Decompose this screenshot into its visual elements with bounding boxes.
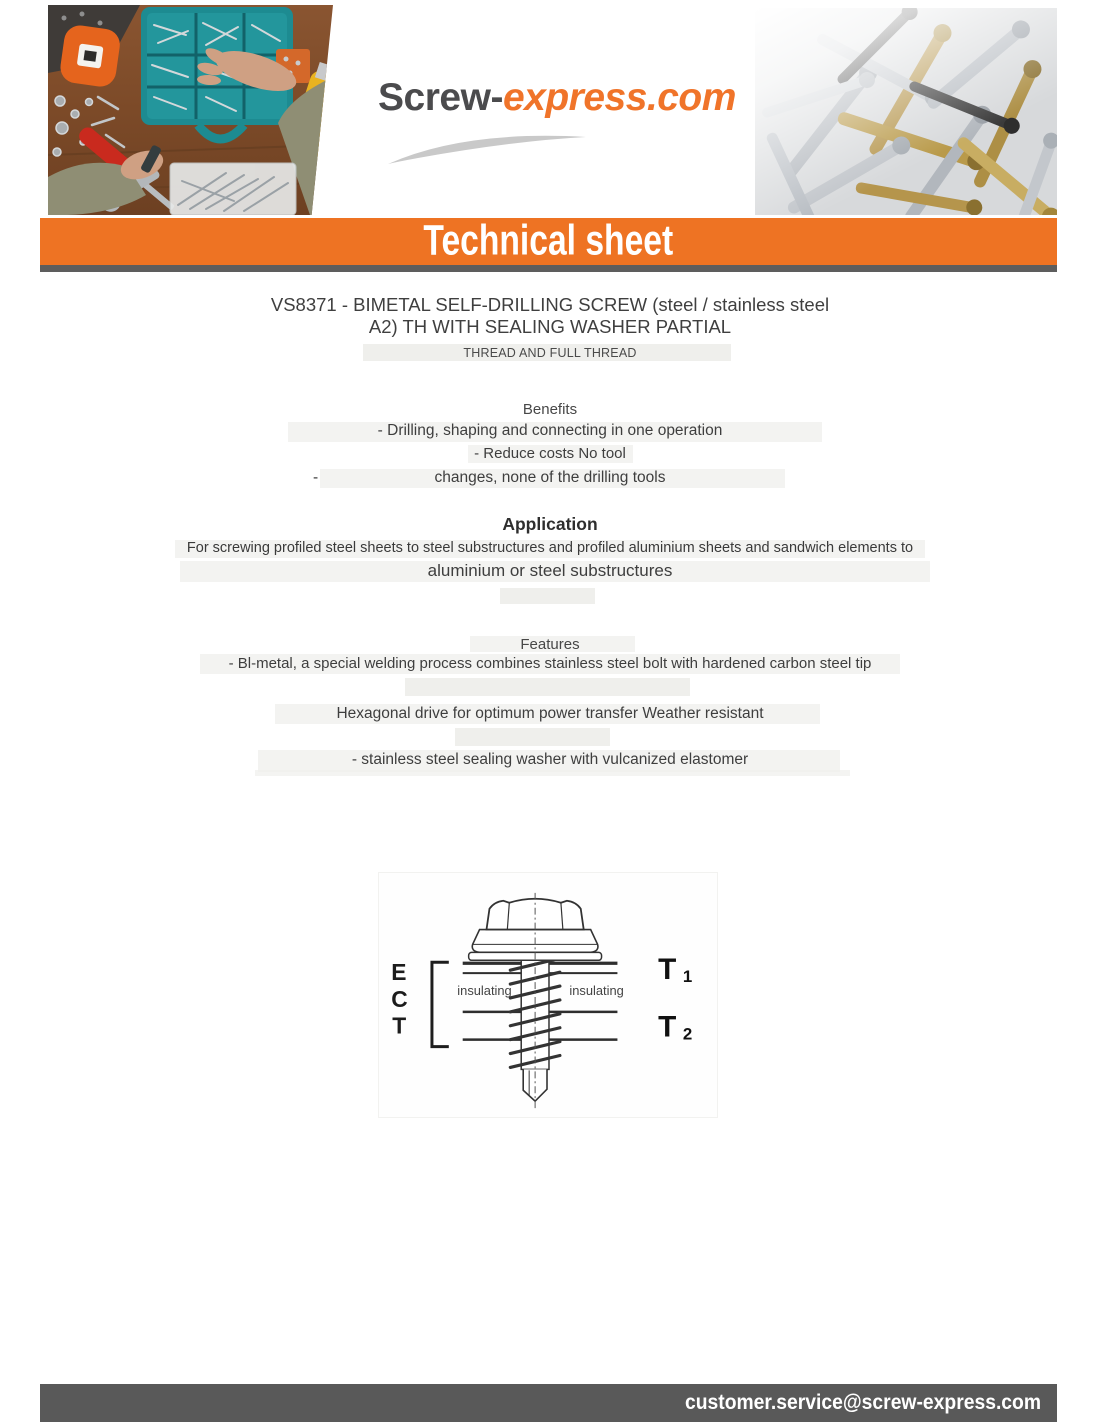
diagram-label-e: E [391,959,407,986]
t1-main: T [658,953,677,987]
diagram-label-c: C [391,985,408,1012]
header-photo-screws [755,8,1057,215]
application-line-2: aluminium or steel substructures [427,561,673,580]
header-photo-tools [48,5,333,215]
t1-sub: 1 [682,967,693,987]
benefits-heading: Benefits [522,401,578,418]
logo-text [362,76,752,120]
t2-sub: 2 [682,1024,693,1044]
t2-label [658,1011,692,1044]
screw-diagram [378,872,718,1118]
screw-diagram-drawing [379,873,717,1117]
benefit-item-1: - Drilling, shaping and connecting in one operation [377,422,723,439]
insulating-label-left: insulating [457,983,512,998]
highlight-box [255,770,850,776]
highlight-box [455,728,610,746]
logo [362,76,752,171]
t1-label [658,953,692,986]
screws-photo-illustration [755,8,1057,215]
insulating-label-right: insulating [569,983,624,998]
t2-main: T [658,1010,677,1044]
product-subtitle: THREAD AND FULL THREAD [463,346,637,360]
product-title-line1: VS8371 - BIMETAL SELF-DRILLING SCREW (steel / stainless steel [270,294,830,315]
footer-email[interactable]: customer.service@screw-express.com [684,1391,1041,1414]
tools-photo-illustration [48,5,333,215]
highlight-box [500,588,595,604]
technical-sheet-banner [40,218,1057,265]
feature-item-3: - stainless steel sealing washer with vulcanized elastomer [351,751,749,768]
banner-title: Technical sheet [423,216,674,264]
diagram-label-t: T [392,1012,407,1039]
benefit-item-2: - Reduce costs No tool [474,445,626,462]
feature-item-1: - Bl-metal, a special welding process combines stainless steel bolt with hardened carbon steel tip [228,655,872,672]
footer-bar [40,1384,1057,1422]
application-line-1: For screwing profiled steel sheets to steel substructures and profiled aluminium sheets and sandwich elements to [186,540,914,556]
benefit-item-3: changes, none of the drilling tools [434,469,666,486]
feature-item-2: Hexagonal drive for optimum power transfer Weather resistant [336,705,764,722]
banner-underline [40,265,1057,272]
benefit-item-3-dash: - [313,469,319,486]
product-title-line2: A2) TH WITH SEALING WASHER PARTIAL [368,316,732,337]
logo-prefix: Screw- [378,76,503,119]
logo-suffix: express.com [502,76,736,119]
features-heading: Features [520,636,580,653]
highlight-box [405,678,690,696]
logo-swoosh [384,128,589,166]
application-heading: Application [502,514,598,534]
ect-bracket [432,962,449,1046]
